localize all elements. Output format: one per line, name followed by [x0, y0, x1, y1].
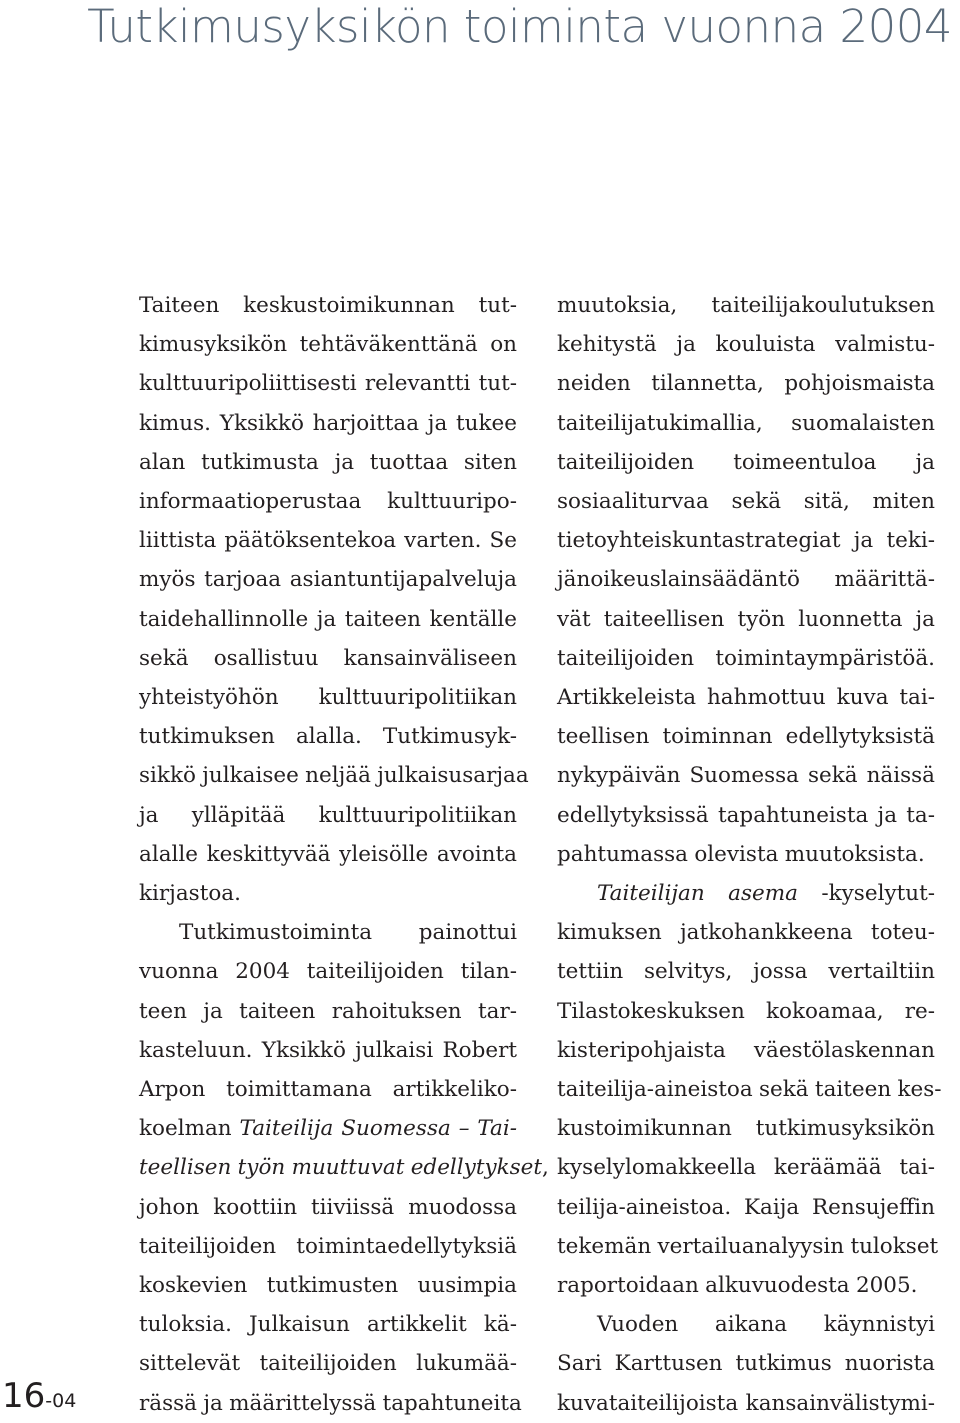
- text-line: alalle keskittyvää yleisölle avointa: [139, 841, 517, 867]
- text-line: alan tutkimusta ja tuottaa siten: [139, 449, 517, 475]
- text-line: kustoimikunnan tutkimusyksikön: [557, 1116, 935, 1142]
- text-line: nykypäivän Suomessa sekä näissä: [557, 763, 935, 789]
- text-line: sittelevät taiteilijoiden lukumää-: [139, 1351, 517, 1377]
- text-line: taiteilija-aineistoa sekä taiteen kes-: [557, 1077, 942, 1103]
- text-line: Taiteen keskustoimikunnan tut-: [139, 293, 517, 318]
- text-line: pahtumassa olevista muutoksista.: [557, 841, 925, 867]
- text-line: tuloksia. Julkaisun artikkelit kä-: [139, 1312, 517, 1338]
- text-line: taiteilijoiden toimeentuloa ja: [557, 449, 935, 475]
- text-line: Vuoden aikana käynnistyi: [597, 1312, 935, 1338]
- text-line: jänoikeuslainsäädäntö määrittä-: [557, 567, 935, 593]
- text-line: myös tarjoaa asiantuntijapalveluja: [139, 567, 517, 593]
- text-line: Sari Karttusen tutkimus nuorista: [557, 1351, 935, 1377]
- text-line: raportoidaan alkuvuodesta 2005.: [557, 1273, 918, 1299]
- text-line: rässä ja määrittelyssä tapahtuneita: [139, 1390, 522, 1416]
- text-line: muutoksia, taiteilijakoulutuksen: [557, 293, 935, 318]
- text-line: kyselylomakkeella keräämää tai-: [557, 1155, 935, 1181]
- text-line: tekemän vertailuanalyysin tulokset: [557, 1233, 939, 1259]
- page-number: [2, 1376, 76, 1416]
- text-line: informaatioperustaa kulttuuripo-: [139, 489, 517, 515]
- text-line: kuvataiteilijoista kansainvälistymi-: [557, 1390, 935, 1416]
- text-line: [557, 874, 935, 913]
- text-line: sosiaaliturvaa sekä sitä, miten: [557, 489, 935, 515]
- text-line: tutkimuksen alalla. Tutkimusyk-: [139, 724, 517, 750]
- text-line: [139, 1148, 549, 1187]
- page-number-value: 16: [2, 1376, 46, 1416]
- text-line: kirjastoa.: [139, 881, 241, 907]
- text-run: -kyselytut-: [797, 881, 935, 907]
- right-column: [557, 286, 942, 1423]
- text-line: kimuksen jatkohankkeena toteu-: [557, 920, 935, 946]
- text-line: vuonna 2004 taiteilijoiden tilan-: [139, 959, 517, 985]
- book-title: teellisen työn muuttuvat edellytykset: [139, 1155, 543, 1181]
- text-line: kasteluun. Yksikkö julkaisi Robert: [139, 1037, 517, 1063]
- page-number-suffix: -04: [45, 1390, 77, 1412]
- book-title: Taiteilija Suomessa – Tai-: [239, 1116, 517, 1142]
- text-line: tietoyhteiskuntastrategiat ja teki-: [557, 528, 935, 554]
- text-line: Tilastokeskuksen kokoamaa, re-: [557, 998, 935, 1024]
- survey-title: Taiteilijan asema: [597, 881, 798, 907]
- text-line: tettiin selvitys, jossa vertailtiin: [557, 959, 935, 985]
- text-line: taidehallinnolle ja taiteen kentälle: [139, 606, 517, 632]
- text-line: teellisen toiminnan edellytyksistä: [557, 724, 935, 750]
- text-line: sekä osallistuu kansainväliseen: [139, 645, 517, 671]
- text-line: yhteistyöhön kulttuuripolitiikan: [139, 685, 517, 711]
- text-line: taiteilijoiden toimintaedellytyksiä: [139, 1233, 517, 1259]
- text-line: Tutkimustoiminta painottui: [179, 920, 517, 946]
- text-line: teen ja taiteen rahoituksen tar-: [139, 998, 517, 1024]
- text-line: Artikkeleista hahmottuu kuva tai-: [557, 685, 935, 711]
- left-column: [139, 286, 549, 1423]
- text-line: kimus. Yksikkö harjoittaa ja tukee: [139, 410, 517, 436]
- text-line: liittista päätöksentekoa varten. Se: [139, 528, 517, 554]
- paragraph: [557, 874, 942, 1305]
- text-line: Arpon toimittamana artikkeliko-: [139, 1077, 517, 1103]
- text-run: ,: [542, 1155, 549, 1181]
- text-line: koskevien tutkimusten uusimpia: [139, 1273, 517, 1299]
- text-line: kimusyksikön tehtäväkenttänä on: [139, 332, 517, 358]
- paragraph: [557, 1305, 935, 1423]
- paragraph: [139, 913, 549, 1423]
- text-line: [139, 1109, 517, 1148]
- page-title: Tutkimusyksikön toiminta vuonna 2004: [87, 0, 952, 53]
- paragraph: [557, 286, 935, 874]
- text-line: ja ylläpitää kulttuuripolitiikan: [139, 802, 517, 828]
- text-line: vät taiteellisen työn luonnetta ja: [557, 606, 935, 632]
- text-line: kulttuuripoliittisesti relevantti tut-: [139, 371, 517, 397]
- text-line: sikkö julkaisee neljää julkaisusarjaa: [139, 763, 529, 789]
- text-line: teilija-aineistoa. Kaija Rensujeffin: [557, 1194, 935, 1220]
- text-line: edellytyksissä tapahtuneista ja ta-: [557, 802, 935, 828]
- text-line: johon koottiin tiiviissä muodossa: [139, 1194, 517, 1220]
- text-line: taiteilijoiden toimintaympäristöä.: [557, 645, 935, 671]
- text-line: neiden tilannetta, pohjoismaista: [557, 371, 935, 397]
- text-line: taiteilijatukimallia, suomalaisten: [557, 410, 935, 436]
- text-line: kehitystä ja kouluista valmistu-: [557, 332, 935, 358]
- text-line: kisteripohjaista väestölaskennan: [557, 1037, 935, 1063]
- paragraph: [139, 286, 529, 913]
- text-run: koelman: [139, 1116, 240, 1142]
